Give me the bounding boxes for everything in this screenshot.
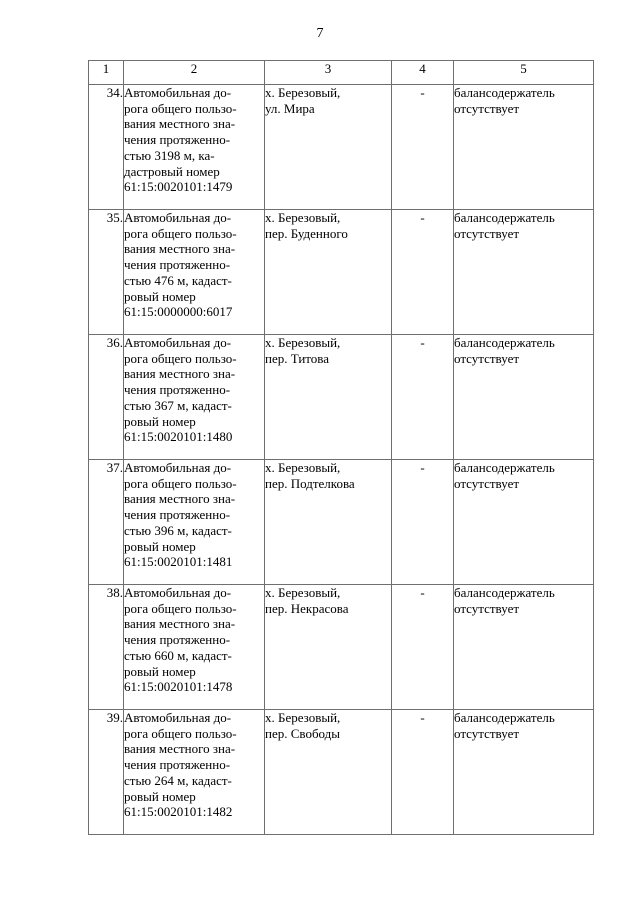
row-number: 39. [89,710,124,835]
road-description-line: чения протяженно- [124,382,231,398]
road-description-line: вания местного зна- [124,116,236,132]
road-address [265,460,392,585]
road-description-line: Автомобильная до- [124,210,232,225]
column-header-3: 3 [265,61,392,85]
row-number: 34. [89,85,124,210]
road-description-line: рога общего пользо- [124,100,237,116]
road-description-line: 61:15:0020101:1478 [124,679,233,695]
road-description-line: стью 476 м, кадаст- [124,272,232,288]
balance-holder-line: отсутствует [454,350,520,366]
road-description-line: чения протяженно- [124,757,231,773]
road-description-line: 61:15:0020101:1482 [124,804,233,820]
road-description-line: рога общего пользо- [124,475,237,491]
road-description-line: чения протяженно- [124,257,231,273]
table-row [89,460,594,585]
row-number: 35. [89,210,124,335]
balance-holder [454,585,594,710]
road-address [265,210,392,335]
road-description-line: чения протяженно- [124,632,231,648]
balance-holder-line: балансодержатель [454,585,555,600]
road-address-line: пер. Некрасова [265,600,349,616]
road-description-line: рога общего пользо- [124,225,237,241]
road-address-line: ул. Мира [265,100,315,116]
road-description-line: стью 396 м, кадаст- [124,522,232,538]
column-header-2: 2 [124,61,265,85]
road-description-line: вания местного зна- [124,741,236,757]
road-address [265,710,392,835]
road-description-line: ровый номер [124,663,196,679]
road-address-line: пер. Подтелкова [265,475,355,491]
table-row [89,710,594,835]
road-description-line: стью 367 м, кадаст- [124,397,232,413]
road-description-line: чения протяженно- [124,507,231,523]
column-4-value: - [392,210,454,335]
balance-holder-line: отсутствует [454,225,520,241]
page-number: 7 [316,26,324,41]
balance-holder-line: балансодержатель [454,335,555,350]
road-address [265,335,392,460]
road-description-line: 61:15:0020101:1480 [124,429,233,445]
road-description-line: вания местного зна- [124,241,236,257]
road-address-line: х. Березовый, [265,85,341,100]
balance-holder-line: отсутствует [454,725,520,741]
road-description-line: вания местного зна- [124,366,236,382]
balance-holder-line: балансодержатель [454,460,555,475]
road-description-line: ровый номер [124,413,196,429]
road-address [265,585,392,710]
column-header-5: 5 [454,61,594,85]
road-address-line: х. Березовый, [265,585,341,600]
road-description-line: Автомобильная до- [124,335,232,350]
table-row [89,335,594,460]
table-row [89,585,594,710]
column-4-value: - [392,710,454,835]
road-description-line: Автомобильная до- [124,460,232,475]
column-4-value: - [392,585,454,710]
row-number: 37. [89,460,124,585]
road-description-line: 61:15:0020101:1481 [124,554,233,570]
road-address-line: х. Березовый, [265,210,341,225]
road-description-line: 61:15:0000000:6017 [124,304,233,320]
balance-holder [454,335,594,460]
column-4-value: - [392,460,454,585]
road-description-line: стью 264 м, кадаст- [124,772,232,788]
row-number: 36. [89,335,124,460]
road-address-line: пер. Титова [265,350,330,366]
road-description-line: стью 660 м, кадаст- [124,647,232,663]
road-description [124,460,265,585]
road-address-line: х. Березовый, [265,710,341,725]
road-description [124,585,265,710]
balance-holder [454,85,594,210]
road-description [124,335,265,460]
balance-holder-line: балансодержатель [454,710,555,725]
road-address-line: х. Березовый, [265,335,341,350]
balance-holder-line: отсутствует [454,600,520,616]
road-address-line: пер. Буденного [265,225,348,241]
road-description-line: рога общего пользо- [124,725,237,741]
column-4-value: - [392,85,454,210]
road-description-line: ровый номер [124,288,196,304]
road-description-line: 61:15:0020101:1479 [124,179,233,195]
road-description-line: вания местного зна- [124,616,236,632]
column-header-1: 1 [89,61,124,85]
balance-holder [454,710,594,835]
table-row [89,85,594,210]
header-row [89,61,594,85]
road-description-line: ровый номер [124,788,196,804]
road-description [124,85,265,210]
balance-holder [454,460,594,585]
road-description-line: Автомобильная до- [124,585,232,600]
road-address [265,85,392,210]
road-address-line: х. Березовый, [265,460,341,475]
balance-holder [454,210,594,335]
road-description [124,210,265,335]
table-row [89,210,594,335]
road-description-line: ровый номер [124,538,196,554]
balance-holder-line: балансодержатель [454,85,555,100]
road-description-line: стью 3198 м, ка- [124,147,215,163]
roads-registry-table [88,60,594,835]
road-description-line: Автомобильная до- [124,710,232,725]
row-number: 38. [89,585,124,710]
balance-holder-line: балансодержатель [454,210,555,225]
road-description-line: вания местного зна- [124,491,236,507]
road-description-line: дастровый номер [124,163,220,179]
road-description-line: рога общего пользо- [124,600,237,616]
road-description [124,710,265,835]
balance-holder-line: отсутствует [454,100,520,116]
road-description-line: рога общего пользо- [124,350,237,366]
road-description-line: чения протяженно- [124,132,231,148]
road-description-line: Автомобильная до- [124,85,232,100]
column-header-4: 4 [392,61,454,85]
road-address-line: пер. Свободы [265,725,341,741]
balance-holder-line: отсутствует [454,475,520,491]
column-4-value: - [392,335,454,460]
